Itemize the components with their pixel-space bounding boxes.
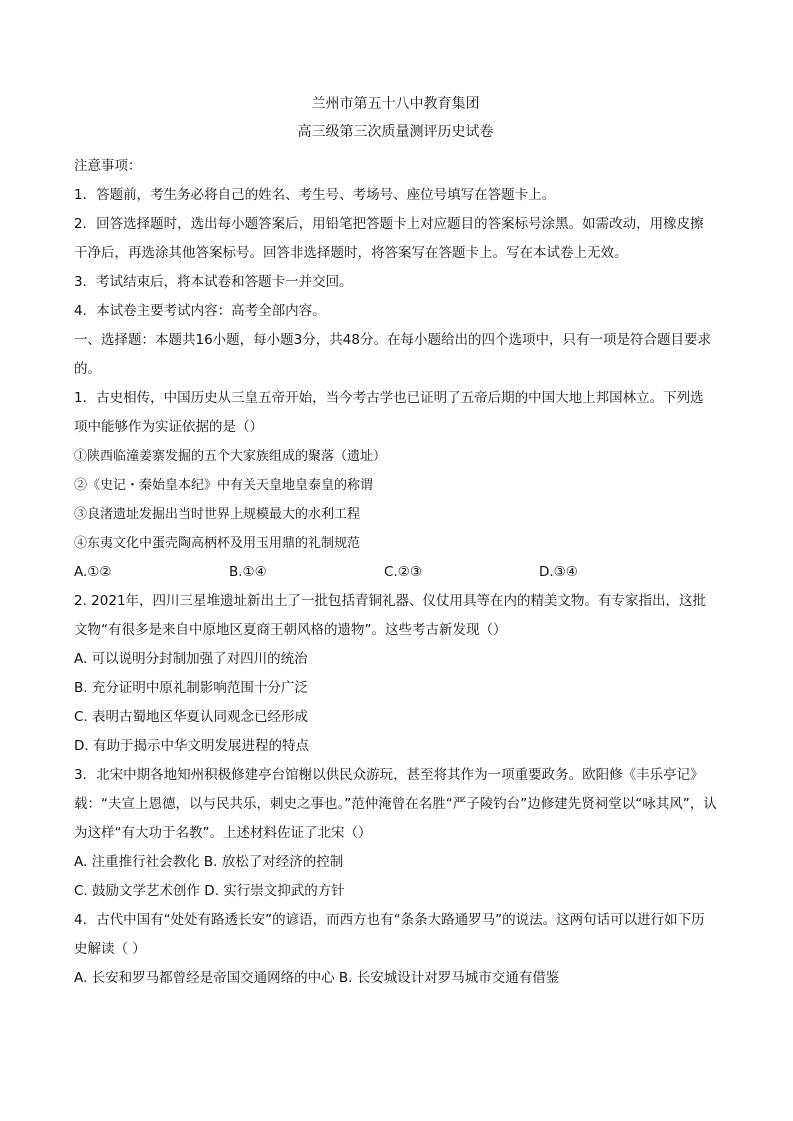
q1-option-b: B.①④ [229,564,267,580]
q2-stem: 2. 2021年，四川三星堆遗址新出土了一批包括青铜礼器、仪仗用具等在内的精美文物。有专家指出，这批文物“有很多是来自中原地区夏商王朝风格的遗物”。这些考古新发现（） [74,593,707,638]
q1-option-c: C.②③ [384,564,422,580]
q3-stem: 3．北宋中期各地知州积极修建亭台馆榭以供民众游玩，甚至将其作为一项重要政务。欧阳修《丰乐亭记》载：“夫宣上恩德，以与民共乐，刺史之事也。”范仲淹曾在名胜“严子陵钓台”边修建先贤祠堂以“咏其风”，认为这样“有大功于名教”。上述材料佐证了北宋（） [74,767,717,841]
q1-item-3: ③良渚遗址发掘出当时世界上规模最大的水利工程 [74,507,361,522]
q3-options-row-1: A. 注重推行社会教化 B. 放松了对经济的控制 [74,854,344,870]
q2-option-d: D. 有助于揭示中华文明发展进程的特点 [74,738,309,754]
q2-option-a: A. 可以说明分封制加强了对四川的统治 [74,651,308,667]
q1-options [74,558,717,587]
q3-options-row-2: C. 鼓励文学艺术创作 D. 实行崇文抑武的方针 [74,883,345,899]
section-heading: 一、选择题：本题共16小题，每小题3分，共48分。在每小题给出的四个选项中，只有一项是符合题目要求的。 [74,332,711,377]
notice-item-2: 2．回答选择题时，选出每小题答案后，用铅笔把答题卡上对应题目的答案标号涂黑。如需改动，用橡皮擦干净后，再选涂其他答案标号。回答非选择题时，将答案写在答题卡上。写在本试卷上无效。 [74,216,704,261]
notice-item-3: 3．考试结束后，将本试卷和答题卡一并交回。 [74,274,353,290]
q1-option-d: D.③④ [539,564,578,580]
q1-option-a: A.①② [74,564,112,580]
q1-item-1: ①陕西临潼姜寨发掘的五个大家族组成的聚落（遗址） [74,449,387,464]
q4-options-row-1: A. 长安和罗马都曾经是帝国交通网络的中心 B. 长安城设计对罗马城市交通有借鉴 [74,970,560,986]
notice-heading: 注意事项： [74,158,142,174]
q1-stem: 1．古史相传，中国历史从三皇五帝开始，当今考古学也已证明了五帝后期的中国大地上邦国林立。下列选项中能够作为实证依据的是（） [74,390,704,435]
q1-item-2: ②《史记・秦始皇本纪》中有关天皇地皇泰皇的称谓 [74,478,374,493]
q1-item-4: ④东夷文化中蛋壳陶高柄杯及用玉用鼎的礼制规范 [74,536,361,551]
exam-title: 高三级第三次质量测评历史试卷 [297,124,494,140]
q4-stem: 4．古代中国有“处处有路透长安”的谚语，而西方也有“条条大路通罗马”的说法。这两句话可以进行如下历史解读（ ） [74,912,705,957]
q2-option-b: B. 充分证明中原礼制影响范围十分广泛 [74,680,308,696]
school-title: 兰州市第五十八中教育集团 [311,96,480,112]
q2-option-c: C. 表明古蜀地区华夏认同观念已经形成 [74,709,309,725]
notice-item-1: 1．答题前，考生务必将自己的姓名、考生号、考场号、座位号填写在答题卡上。 [74,187,556,203]
notice-item-4: 4．本试卷主要考试内容：高考全部内容。 [74,303,326,319]
